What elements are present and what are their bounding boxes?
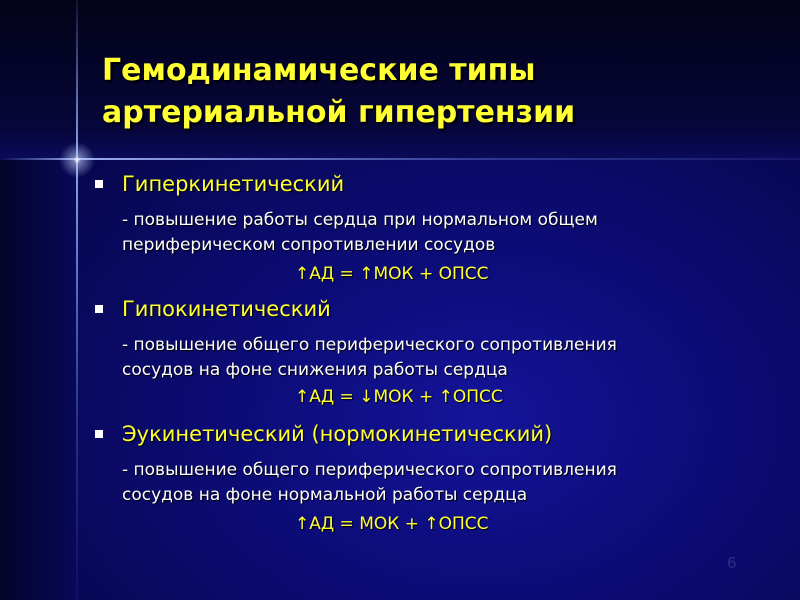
vertical-divider-line — [76, 0, 78, 600]
item-formula: ↑АД = ↓МОК + ↑ОПСС — [295, 387, 503, 407]
item-description-line-2: периферическом сопротивлении сосудов — [122, 235, 496, 255]
item-description-line-1: - повышение работы сердца при нормальном общем — [122, 210, 598, 230]
sparkle-decoration — [56, 139, 98, 181]
item-formula: ↑АД = ↑МОК + ОПСС — [295, 264, 489, 284]
item-heading: Гиперкинетический — [122, 172, 345, 196]
item-description — [122, 208, 752, 258]
item-description — [122, 458, 752, 508]
item-description-line-1: - повышение общего периферического сопротивления — [122, 460, 617, 480]
item-description — [122, 333, 752, 383]
bullet-square-icon — [95, 180, 103, 188]
page-number: 6 — [727, 554, 737, 572]
item-heading: Гипокинетический — [122, 297, 331, 321]
left-band — [0, 160, 78, 600]
slide-title — [102, 50, 722, 134]
item-description-line-2: сосудов на фоне нормальной работы сердца — [122, 485, 528, 505]
slide-title-line-2: артериальной гипертензии — [102, 95, 576, 130]
bullet-square-icon — [95, 430, 103, 438]
item-heading: Эукинетический (нормокинетический) — [122, 422, 553, 446]
bullet-square-icon — [95, 305, 103, 313]
slide-title-line-1: Гемодинамические типы — [102, 53, 536, 88]
item-formula: ↑АД = МОК + ↑ОПСС — [295, 514, 489, 534]
item-description-line-1: - повышение общего периферического сопротивления — [122, 335, 617, 355]
horizontal-divider-line — [0, 158, 800, 160]
item-description-line-2: сосудов на фоне снижения работы сердца — [122, 360, 508, 380]
